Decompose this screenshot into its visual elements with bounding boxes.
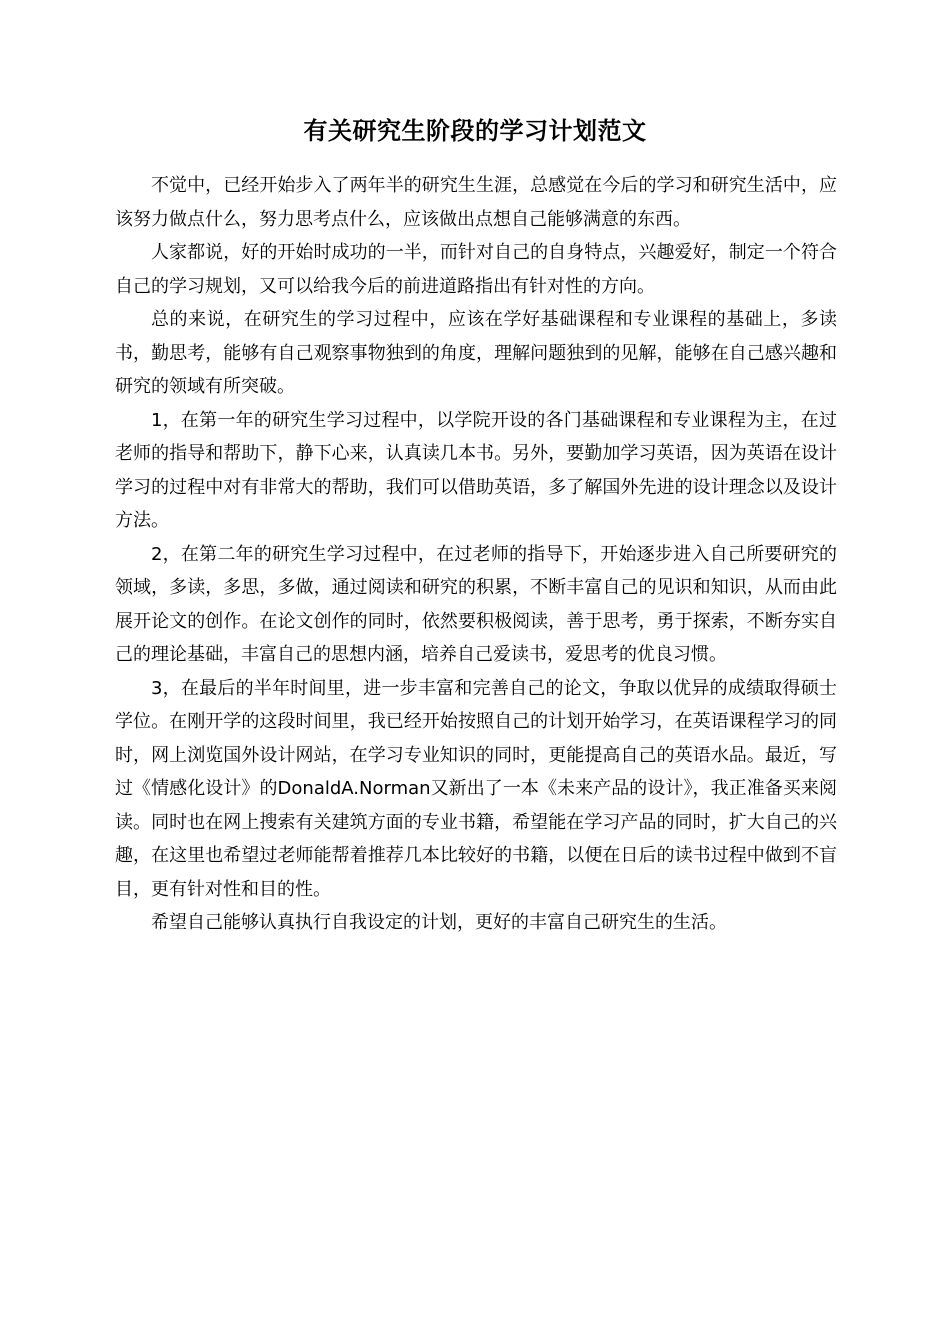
- paragraph-conclusion: 希望自己能够认真执行自我设定的计划，更好的丰富自己研究生的生活。: [151, 912, 727, 933]
- document-title: 有关研究生阶段的学习计划范文: [303, 117, 647, 145]
- document-body: [115, 169, 837, 940]
- paragraph-intro: 不觉中，已经开始步入了两年半的研究生生涯，总感觉在今后的学习和研究生活中，应该努力做点什么，努力思考点什么，应该做出点想自己能够满意的东西。: [115, 175, 837, 230]
- paragraph-second-year: 2，在第二年的研究生学习过程中，在过老师的指导下，开始逐步进入自己所要研究的领域，多读，多思，多做，通过阅读和研究的积累，不断丰富自己的见识和知识，从而由此展开论文的创作。在论文创作的同时，依然要积极阅读，善于思考，勇于探索，不断夯实自己的理论基础，丰富自己的思想内涵，培养自己爱读书，爱思考的优良习惯。: [115, 543, 837, 665]
- paragraph-final-half-year: 3，在最后的半年时间里，进一步丰富和完善自己的论文，争取以优异的成绩取得硕士学位。在刚开学的这段时间里，我已经开始按照自己的计划开始学习，在英语课程学习的同时，网上浏览国外设计网站，在学习专业知识的同时，更能提高自己的英语水品。最近，写过《情感化设计》的DonaldA.Norman又新出了一本《未来产品的设计》，我正准备买来阅读。同时也在网上搜索有关建筑方面的专业书籍，希望能在学习产品的同时，扩大自己的兴趣，在这里也希望过老师能帮着推荐几本比较好的书籍，以便在日后的读书过程中做到不盲目，更有针对性和目的性。: [115, 677, 837, 900]
- paragraph-overview: 总的来说，在研究生的学习过程中，应该在学好基础课程和专业课程的基础上，多读书，勤思考，能够有自己观察事物独到的角度，理解问题独到的见解，能够在自己感兴趣和研究的领域有所突破。: [115, 309, 837, 397]
- paragraph-first-year: 1，在第一年的研究生学习过程中，以学院开设的各门基础课程和专业课程为主，在过老师的指导和帮助下，静下心来，认真读几本书。另外，要勤加学习英语，因为英语在设计学习的过程中对有非常大的帮助，我们可以借助英语，多了解国外先进的设计理念以及设计方法。: [115, 409, 837, 531]
- paragraph-planning: 人家都说，好的开始时成功的一半，而针对自己的自身特点，兴趣爱好，制定一个符合自己的学习规划，又可以给我今后的前进道路指出有针对性的方向。: [115, 242, 837, 297]
